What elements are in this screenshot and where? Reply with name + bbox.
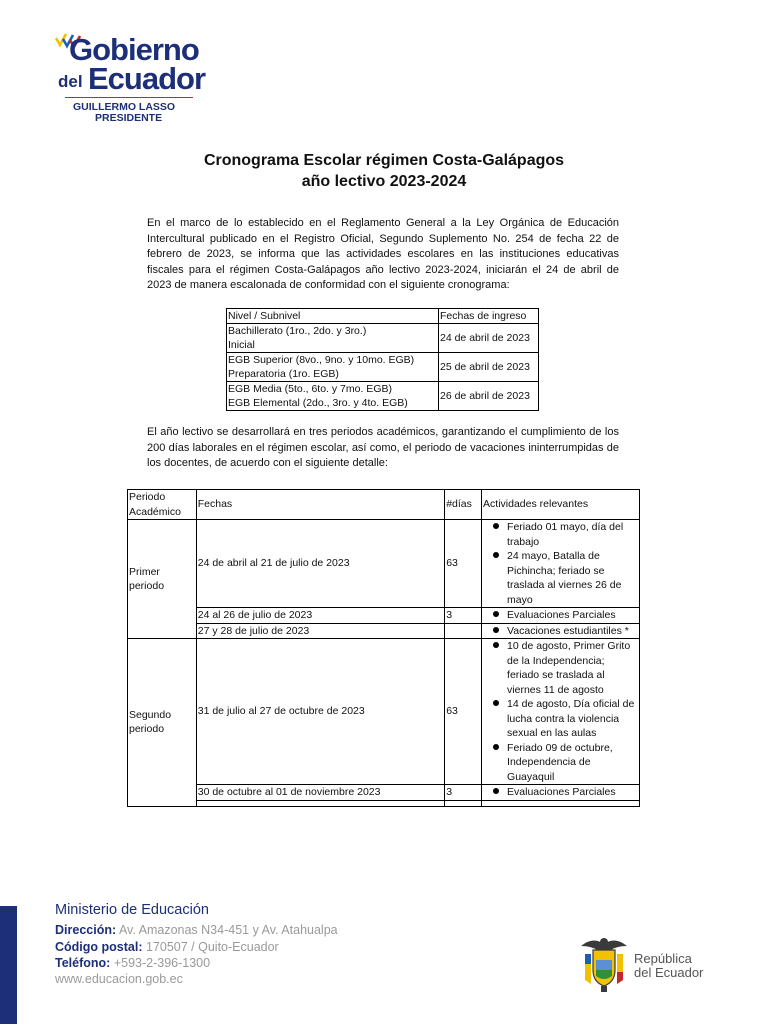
header-cell: Fechas: [196, 490, 444, 520]
level-text: Preparatoria (1ro. EGB): [228, 368, 339, 380]
bullet-icon: [493, 552, 499, 558]
list-item: [507, 520, 638, 549]
logo-president-name: GUILLERMO LASSO: [73, 101, 176, 113]
activities-cell: [482, 520, 640, 608]
entry-dates-table: [226, 308, 539, 411]
periods-paragraph: El año lectivo se desarrollará en tres periodos académicos, garantizando el cumplimiento de los 200 días laborales en el régimen escolar, así como, el periodo de vacaciones ininterrumpidas de los docentes, de acuerdo con el siguiente detalle:: [147, 426, 619, 469]
bullet-icon: [493, 744, 499, 750]
document-title: Cronograma Escolar régimen Costa-Galápagos: [203, 152, 565, 169]
activity-text: 24 mayo, Batalla de Pichincha; feriado se traslada al viernes 26 de mayo: [507, 550, 622, 606]
phone-label: Teléfono:: [55, 956, 111, 970]
activity-text: Feriado 09 de octubre, Independencia de Guayaquil: [507, 741, 613, 783]
republic-label: [634, 952, 703, 980]
empty-cell: [196, 800, 444, 806]
activity-text: Feriado 01 mayo, día del trabajo: [507, 521, 624, 548]
activities-cell: [482, 639, 640, 785]
header-cell: Periodo Académico: [128, 490, 197, 520]
activities-cell: [482, 608, 640, 624]
bullet-icon: [493, 700, 499, 706]
activity-text: Evaluaciones Parciales: [507, 786, 616, 798]
days-cell: 3: [445, 608, 482, 624]
date-cell: 24 de abril de 2023: [439, 324, 539, 353]
dates-cell: 24 de abril al 21 de julio de 2023: [196, 520, 444, 608]
level-cell: [227, 324, 439, 353]
period-cell: Primer periodo: [128, 520, 197, 639]
bullet-icon: [493, 788, 499, 794]
table-row: [128, 608, 640, 624]
empty-cell: [482, 800, 640, 806]
period-cell: Segundo periodo: [128, 639, 197, 807]
activities-cell: [482, 623, 640, 639]
list-item: [507, 639, 638, 697]
bullet-icon: [493, 627, 499, 633]
list-item: [507, 624, 638, 639]
footer-postal: [55, 939, 279, 955]
gobierno-logo: [55, 30, 205, 125]
header-cell: Actividades relevantes: [482, 490, 640, 520]
logo-rule: [65, 97, 193, 98]
table-row: [128, 785, 640, 801]
days-cell: 3: [445, 785, 482, 801]
level-text: EGB Media (5to., 6to. y 7mo. EGB): [228, 383, 392, 395]
logo-president-title: PRESIDENTE: [95, 112, 163, 124]
address-label: Dirección:: [55, 923, 117, 937]
bullet-icon: [493, 523, 499, 529]
table-header-row: [227, 309, 539, 324]
activity-text: Evaluaciones Parciales: [507, 609, 616, 621]
days-cell: 63: [445, 520, 482, 608]
level-cell: [227, 353, 439, 382]
header-cell: Fechas de ingreso: [439, 309, 539, 324]
table-row: [128, 639, 640, 785]
header-cell: Nivel / Subnivel: [227, 309, 439, 324]
activity-text: Vacaciones estudiantiles *: [507, 624, 629, 637]
footer-ministry: Ministerio de Educación: [55, 902, 209, 918]
coat-of-arms-icon: [573, 932, 635, 994]
logo-del: del: [58, 72, 83, 91]
level-cell: [227, 382, 439, 411]
footer-accent-bar: [0, 906, 17, 1024]
level-text: Inicial: [228, 339, 255, 351]
list-item: [507, 697, 638, 741]
list-item: [507, 785, 638, 800]
empty-cell: [445, 800, 482, 806]
table-row: [128, 520, 640, 608]
table-header-row: [128, 490, 640, 520]
footer-address: [55, 922, 338, 938]
date-cell: 25 de abril de 2023: [439, 353, 539, 382]
activity-text: 10 de agosto, Primer Grito de la Independencia; feriado se traslada al viernes 11 de agosto: [507, 640, 631, 696]
address-value: Av. Amazonas N34-451 y Av. Atahualpa: [118, 923, 338, 937]
header-cell: #días: [445, 490, 482, 520]
phone-value: +593-2-396-1300: [113, 956, 211, 970]
level-text: Bachillerato (1ro., 2do. y 3ro.): [228, 325, 367, 337]
table-row: [227, 382, 539, 411]
postal-label: Código postal:: [55, 940, 143, 954]
dates-cell: 30 de octubre al 01 de noviembre 2023: [196, 785, 444, 801]
days-cell: 63: [445, 639, 482, 785]
intro-paragraph: En el marco de lo establecido en el Reglamento General a la Ley Orgánica de Educación Intercultural publicado en el Registro Oficial, Segundo Suplemento No. 254 de fecha 22 de febrero de 2023, se informa que las actividades escolares en las instituciones educativas fiscales para el régimen Costa-Galápagos año lectivo 2023-2024, iniciarán el 24 de abril de 2023 de manera escalonada de conformidad con el siguiente cronograma:: [147, 217, 619, 291]
dates-cell: 24 al 26 de julio de 2023: [196, 608, 444, 624]
level-text: EGB Elemental (2do., 3ro. y 4to. EGB): [228, 397, 408, 409]
activity-text: 14 de agosto, Día oficial de lucha contra la violencia sexual en las aulas: [507, 698, 635, 739]
logo-gobierno: Gobierno: [69, 32, 199, 67]
bullet-icon: [493, 611, 499, 617]
dates-cell: 27 y 28 de julio de 2023: [196, 623, 444, 639]
document-subtitle: año lectivo 2023-2024: [301, 173, 467, 190]
date-cell: 26 de abril de 2023: [439, 382, 539, 411]
list-item: [507, 741, 638, 785]
table-row: [128, 623, 640, 639]
logo-ecuador: Ecuador: [88, 61, 206, 96]
table-row: [227, 324, 539, 353]
table-row: [227, 353, 539, 382]
republic-line1: República: [634, 951, 692, 966]
periods-table: [127, 489, 640, 807]
days-cell: [445, 623, 482, 639]
dates-cell: 31 de julio al 27 de octubre de 2023: [196, 639, 444, 785]
bullet-icon: [493, 642, 499, 648]
republic-line2: del Ecuador: [634, 965, 704, 980]
footer-phone: [55, 955, 210, 971]
footer-website-link[interactable]: www.educacion.gob.ec: [55, 972, 183, 986]
list-item: [507, 549, 638, 607]
list-item: [507, 608, 638, 623]
table-row: [128, 800, 640, 806]
level-text: EGB Superior (8vo., 9no. y 10mo. EGB): [228, 354, 415, 366]
postal-value: 170507 / Quito-Ecuador: [145, 940, 279, 954]
activities-cell: [482, 785, 640, 801]
